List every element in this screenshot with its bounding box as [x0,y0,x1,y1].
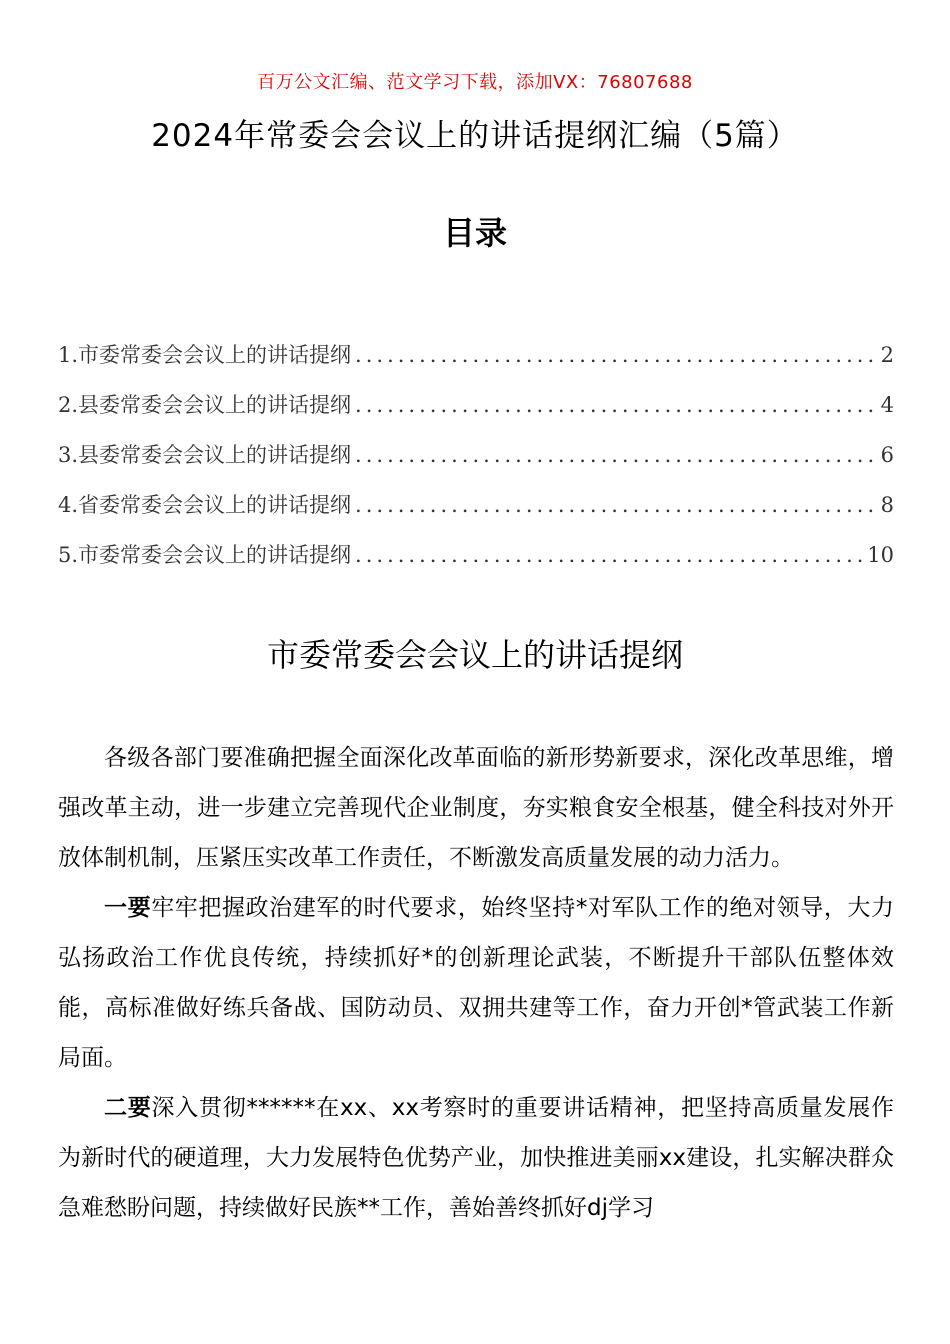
toc-dot-leader [355,338,877,372]
toc-item[interactable] [58,388,894,438]
toc-item-page: 2 [880,343,894,367]
toc-item-label: 2.县委常委会会议上的讲话提纲 [58,393,352,417]
point-paragraph-2 [58,1083,894,1233]
section-body [58,733,894,1233]
toc-item[interactable] [58,338,894,388]
toc-item[interactable] [58,438,894,488]
point-lead: 二要 [104,1095,152,1121]
document-title: 2024年常委会会议上的讲话提纲汇编（5篇） [151,118,799,154]
toc-heading: 目录 [442,214,507,252]
point-text: 牢牢把握政治建军的时代要求，始终坚持*对军队工作的绝对领导，大力弘扬政治工作优良传统，持续抓好*的创新理论武装，不断提升干部队伍整体效能，高标准做好练兵备战、国防动员、双拥共建等工作，奋力开创*管武装工作新局面。 [58,895,895,1071]
toc-item-page: 10 [867,543,894,567]
toc-item-page: 6 [880,443,894,467]
point-lead: 一要 [104,895,152,921]
watermark-text: 百万公文汇编、范文学习下载，添加VX：76807688 [257,72,693,93]
table-of-contents [58,338,894,588]
toc-item-page: 8 [880,493,894,517]
toc-item-label: 3.县委常委会会议上的讲话提纲 [58,443,352,467]
point-text: 深入贯彻******在xx、xx考察时的重要讲话精神，把坚持高质量发展作为新时代的硬道理，大力发展特色优势产业，加快推进美丽xx建设，扎实解决群众急难愁盼问题，持续做好民族**工作，善始善终抓好dj学习 [58,1095,895,1221]
toc-item[interactable] [58,538,894,588]
toc-item-label: 5.市委常委会会议上的讲话提纲 [58,543,352,567]
section-title: 市委常委会会议上的讲话提纲 [266,636,683,674]
point-paragraph-1 [58,883,894,1083]
toc-dot-leader [355,388,877,422]
toc-dot-leader [355,488,877,522]
toc-dot-leader [355,538,863,572]
toc-item-label: 1.市委常委会会议上的讲话提纲 [58,343,352,367]
toc-item-label: 4.省委常委会会议上的讲话提纲 [58,493,352,517]
toc-dot-leader [355,438,877,472]
intro-paragraph: 各级各部门要准确把握全面深化改革面临的新形势新要求，深化改革思维，增强改革主动，进一步建立完善现代企业制度，夯实粮食安全根基，健全科技对外开放体制机制，压紧压实改革工作责任，不断激发高质量发展的动力活力。 [58,745,894,871]
toc-item-page: 4 [880,393,894,417]
toc-item[interactable] [58,488,894,538]
